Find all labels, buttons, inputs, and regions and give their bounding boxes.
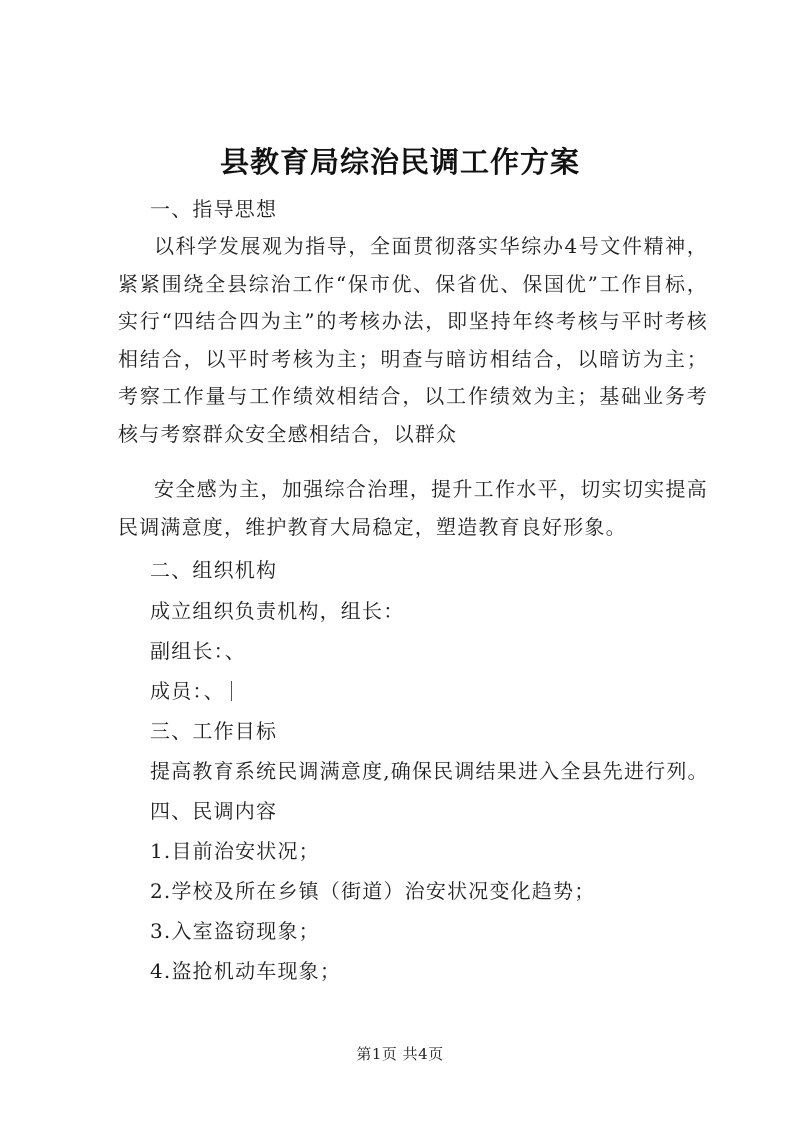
list-item: 3.入室盗窃现象； bbox=[150, 919, 320, 943]
section-heading-organization: 二、组织机构 bbox=[150, 558, 278, 582]
section-heading-work-goal: 三、工作目标 bbox=[150, 719, 278, 743]
work-goal-line: 提高教育系统民调满意度,确保民调结果进入全县先进行列。 bbox=[150, 759, 709, 783]
list-item: 1.目前治安状况； bbox=[150, 839, 320, 863]
section-heading-survey-content: 四、民调内容 bbox=[150, 799, 278, 823]
org-members-line bbox=[150, 673, 232, 711]
text-cursor bbox=[231, 681, 232, 701]
org-members-text: 成员：、 bbox=[150, 679, 225, 703]
document-title: 县教育局综治民调工作方案 bbox=[219, 145, 580, 179]
list-item: 4.盗抢机动车现象； bbox=[150, 959, 342, 983]
page-number-footer: 第1页 共4页 bbox=[356, 1045, 444, 1063]
org-leader-line: 成立组织负责机构，组长： bbox=[150, 599, 405, 623]
paragraph-guiding-ideology: 以科学发展观为指导，全面贯彻落实华综办4号文件精神，紧紧围绕全县综治工作“保市优、保省优、保国优”工作目标，实行“四结合四为主”的考核办法，即坚持年终考核与平时考核相结合，以平时考核为主；明查与暗访相结合，以暗访为主；考察工作量与工作绩效相结合，以工作绩效为主；基础业务考核与考察群众安全感相结合，以群众 bbox=[118, 234, 708, 446]
list-item: 2.学校及所在乡镇（街道）治安状况变化趋势； bbox=[150, 879, 596, 903]
paragraph-guiding-ideology-continued: 安全感为主，加强综合治理，提升工作水平，切实切实提高民调满意度，维护教育大局稳定，塑造教育良好形象。 bbox=[118, 477, 708, 539]
section-heading-guiding-ideology: 一、指导思想 bbox=[150, 197, 278, 221]
org-deputy-leader-line: 副组长：、 bbox=[150, 639, 246, 663]
